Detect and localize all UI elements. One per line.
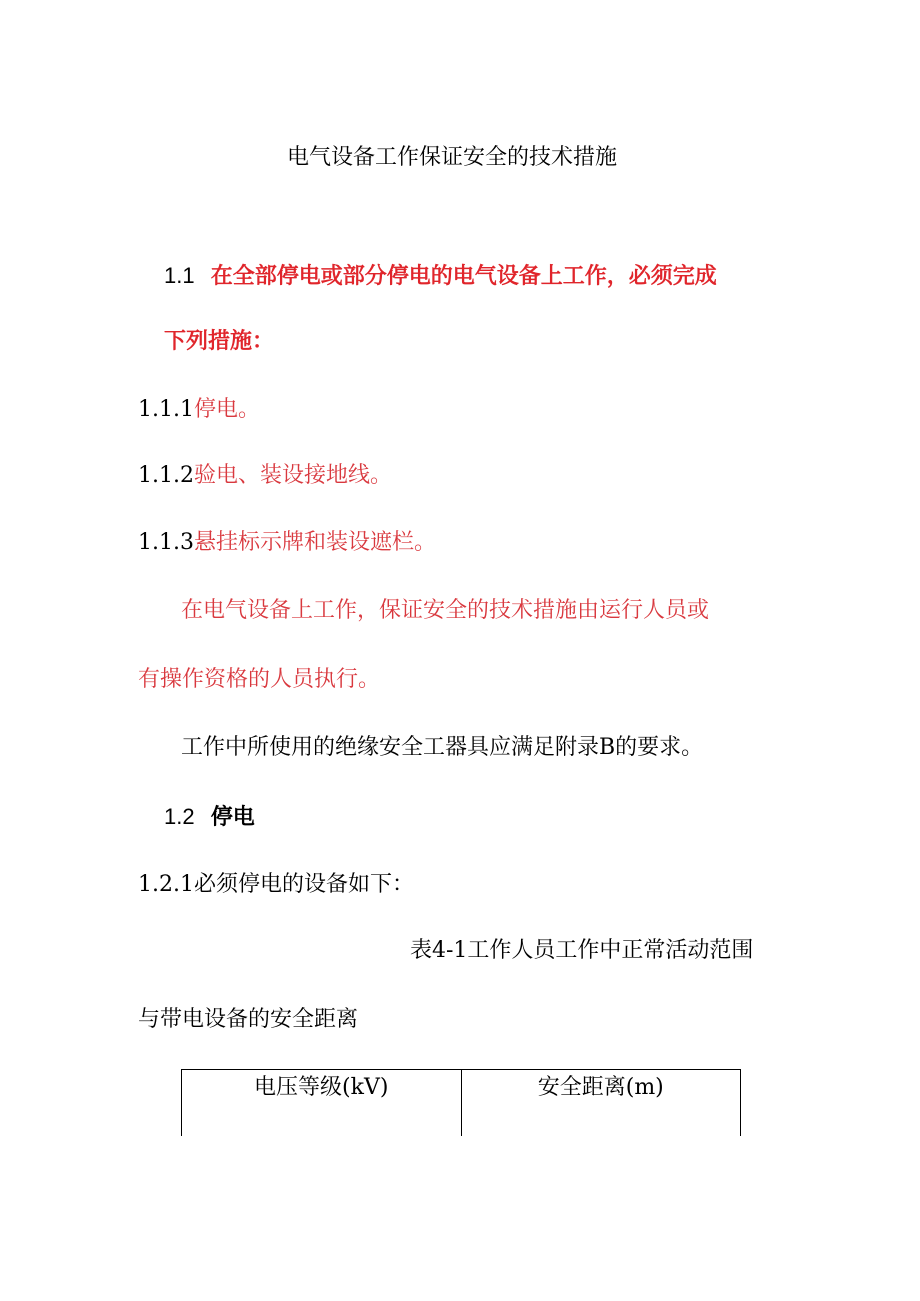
item-text: 停电。 [193,397,260,422]
list-item-1-1-1 [138,396,260,424]
section-heading-1-1 [164,262,717,290]
table-header-voltage: 电压等级(kV) [254,1075,389,1100]
section-text-line1: 在全部停电或部分停电的电气设备上工作，必须完成 [210,263,717,288]
section-text: 停电 [210,804,255,829]
section-number: 1.2 [164,804,195,829]
list-item-1-1-2 [138,462,392,490]
item-text: 验电、装设接地线。 [193,463,392,488]
item-text: 悬挂标示牌和装设遮栏。 [193,530,436,555]
item-number: 1.2.1 [138,872,194,897]
item-number: 1.1.2 [138,463,194,488]
table-caption-line1: 表4-1工作人员工作中正常活动范围 [410,938,754,963]
paragraph-tools: 工作中所使用的绝缘安全工器具应满足附录B的要求。 [181,735,704,760]
safety-distance-table [181,1069,741,1136]
page-title: 电气设备工作保证安全的技术措施 [287,145,618,170]
table-caption-line2: 与带电设备的安全距离 [138,1007,359,1032]
list-item-1-1-3 [138,529,436,557]
section-heading-1-1-cont: 下列措施： [164,328,275,353]
item-number: 1.1.1 [138,397,194,422]
paragraph-red-line1: 在电气设备上工作，保证安全的技术措施由运行人员或 [181,598,710,623]
item-number: 1.1.3 [138,530,194,555]
section-number: 1.1 [164,263,195,288]
paragraph-red-line2: 有操作资格的人员执行。 [138,667,381,692]
item-text: 必须停电的设备如下： [193,872,414,897]
list-item-1-2-1 [138,871,414,899]
section-heading-1-2 [164,803,255,831]
table-header-distance: 安全距离(m) [461,1070,741,1136]
